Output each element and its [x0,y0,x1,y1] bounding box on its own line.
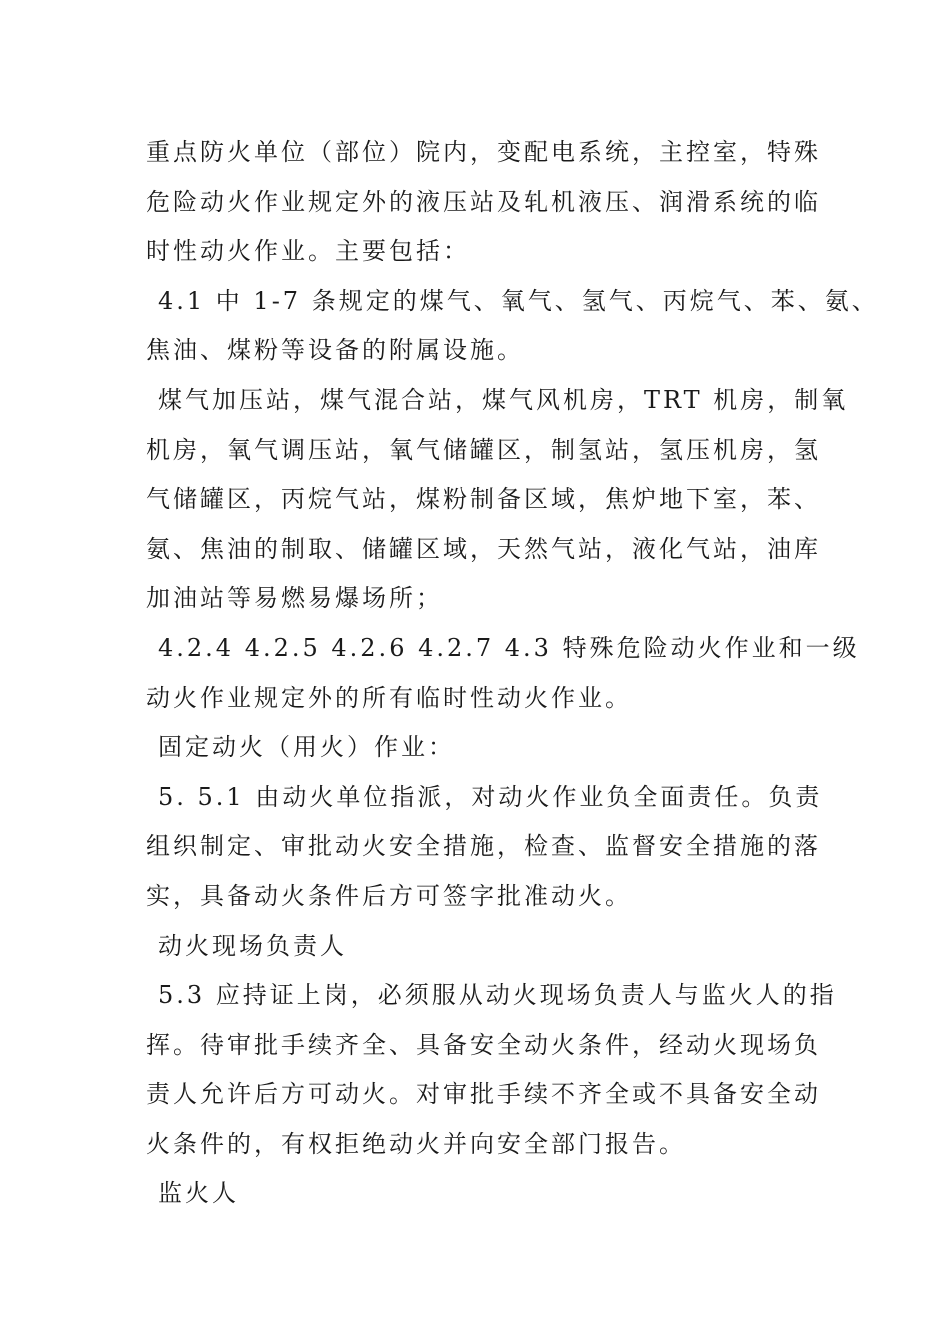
text-line: 煤气加压站，煤气混合站，煤气风机房，TRT 机房，制氧 [158,385,849,414]
section-heading: 固定动火（用火）作业： [158,733,455,762]
text-line: 机房，氧气调压站，氧气储罐区，制氢站，氢压机房，氢 [146,435,821,464]
text-line: 时性动火作业。主要包括： [146,237,470,266]
text-line: 火条件的，有权拒绝动火并向安全部门报告。 [146,1129,686,1158]
text-line: 加油站等易燃易爆场所； [146,584,443,613]
text-line: 责人允许后方可动火。对审批手续不齐全或不具备安全动 [146,1080,821,1109]
text-line: 组织制定、审批动火安全措施，检查、监督安全措施的落 [146,832,821,861]
text-line: 5. 5.1 由动火单位指派，对动火作业负全面责任。负责 [158,782,823,811]
text-line: 挥。待审批手续齐全、具备安全动火条件，经动火现场负 [146,1030,821,1059]
text-line: 5.3 应持证上岗，必须服从动火现场负责人与监火人的指 [158,981,837,1010]
text-line: 重点防火单位（部位）院内，变配电系统，主控室，特殊 [146,138,821,166]
text-line: 4.1 中 1-7 条规定的煤气、氧气、氢气、丙烷气、苯、氨、 [158,286,879,315]
text-line: 气储罐区，丙烷气站，煤粉制备区域，焦炉地下室，苯、 [146,485,821,514]
text-line: 焦油、煤粉等设备的附属设施。 [146,336,524,365]
text-line: 4.2.4 4.2.5 4.2.6 4.2.7 4.3 特殊危险动火作业和一级 [158,633,860,662]
section-heading: 监火人 [158,1179,239,1208]
document-body [146,128,879,1219]
text-line: 氨、焦油的制取、储罐区域，天然气站，液化气站，油库 [146,534,821,563]
text-line: 实，具备动火条件后方可签字批准动火。 [146,881,632,910]
section-heading: 动火现场负责人 [158,931,347,960]
text-line: 动火作业规定外的所有临时性动火作业。 [146,683,632,712]
text-line: 危险动火作业规定外的液压站及轧机液压、润滑系统的临 [146,187,821,216]
